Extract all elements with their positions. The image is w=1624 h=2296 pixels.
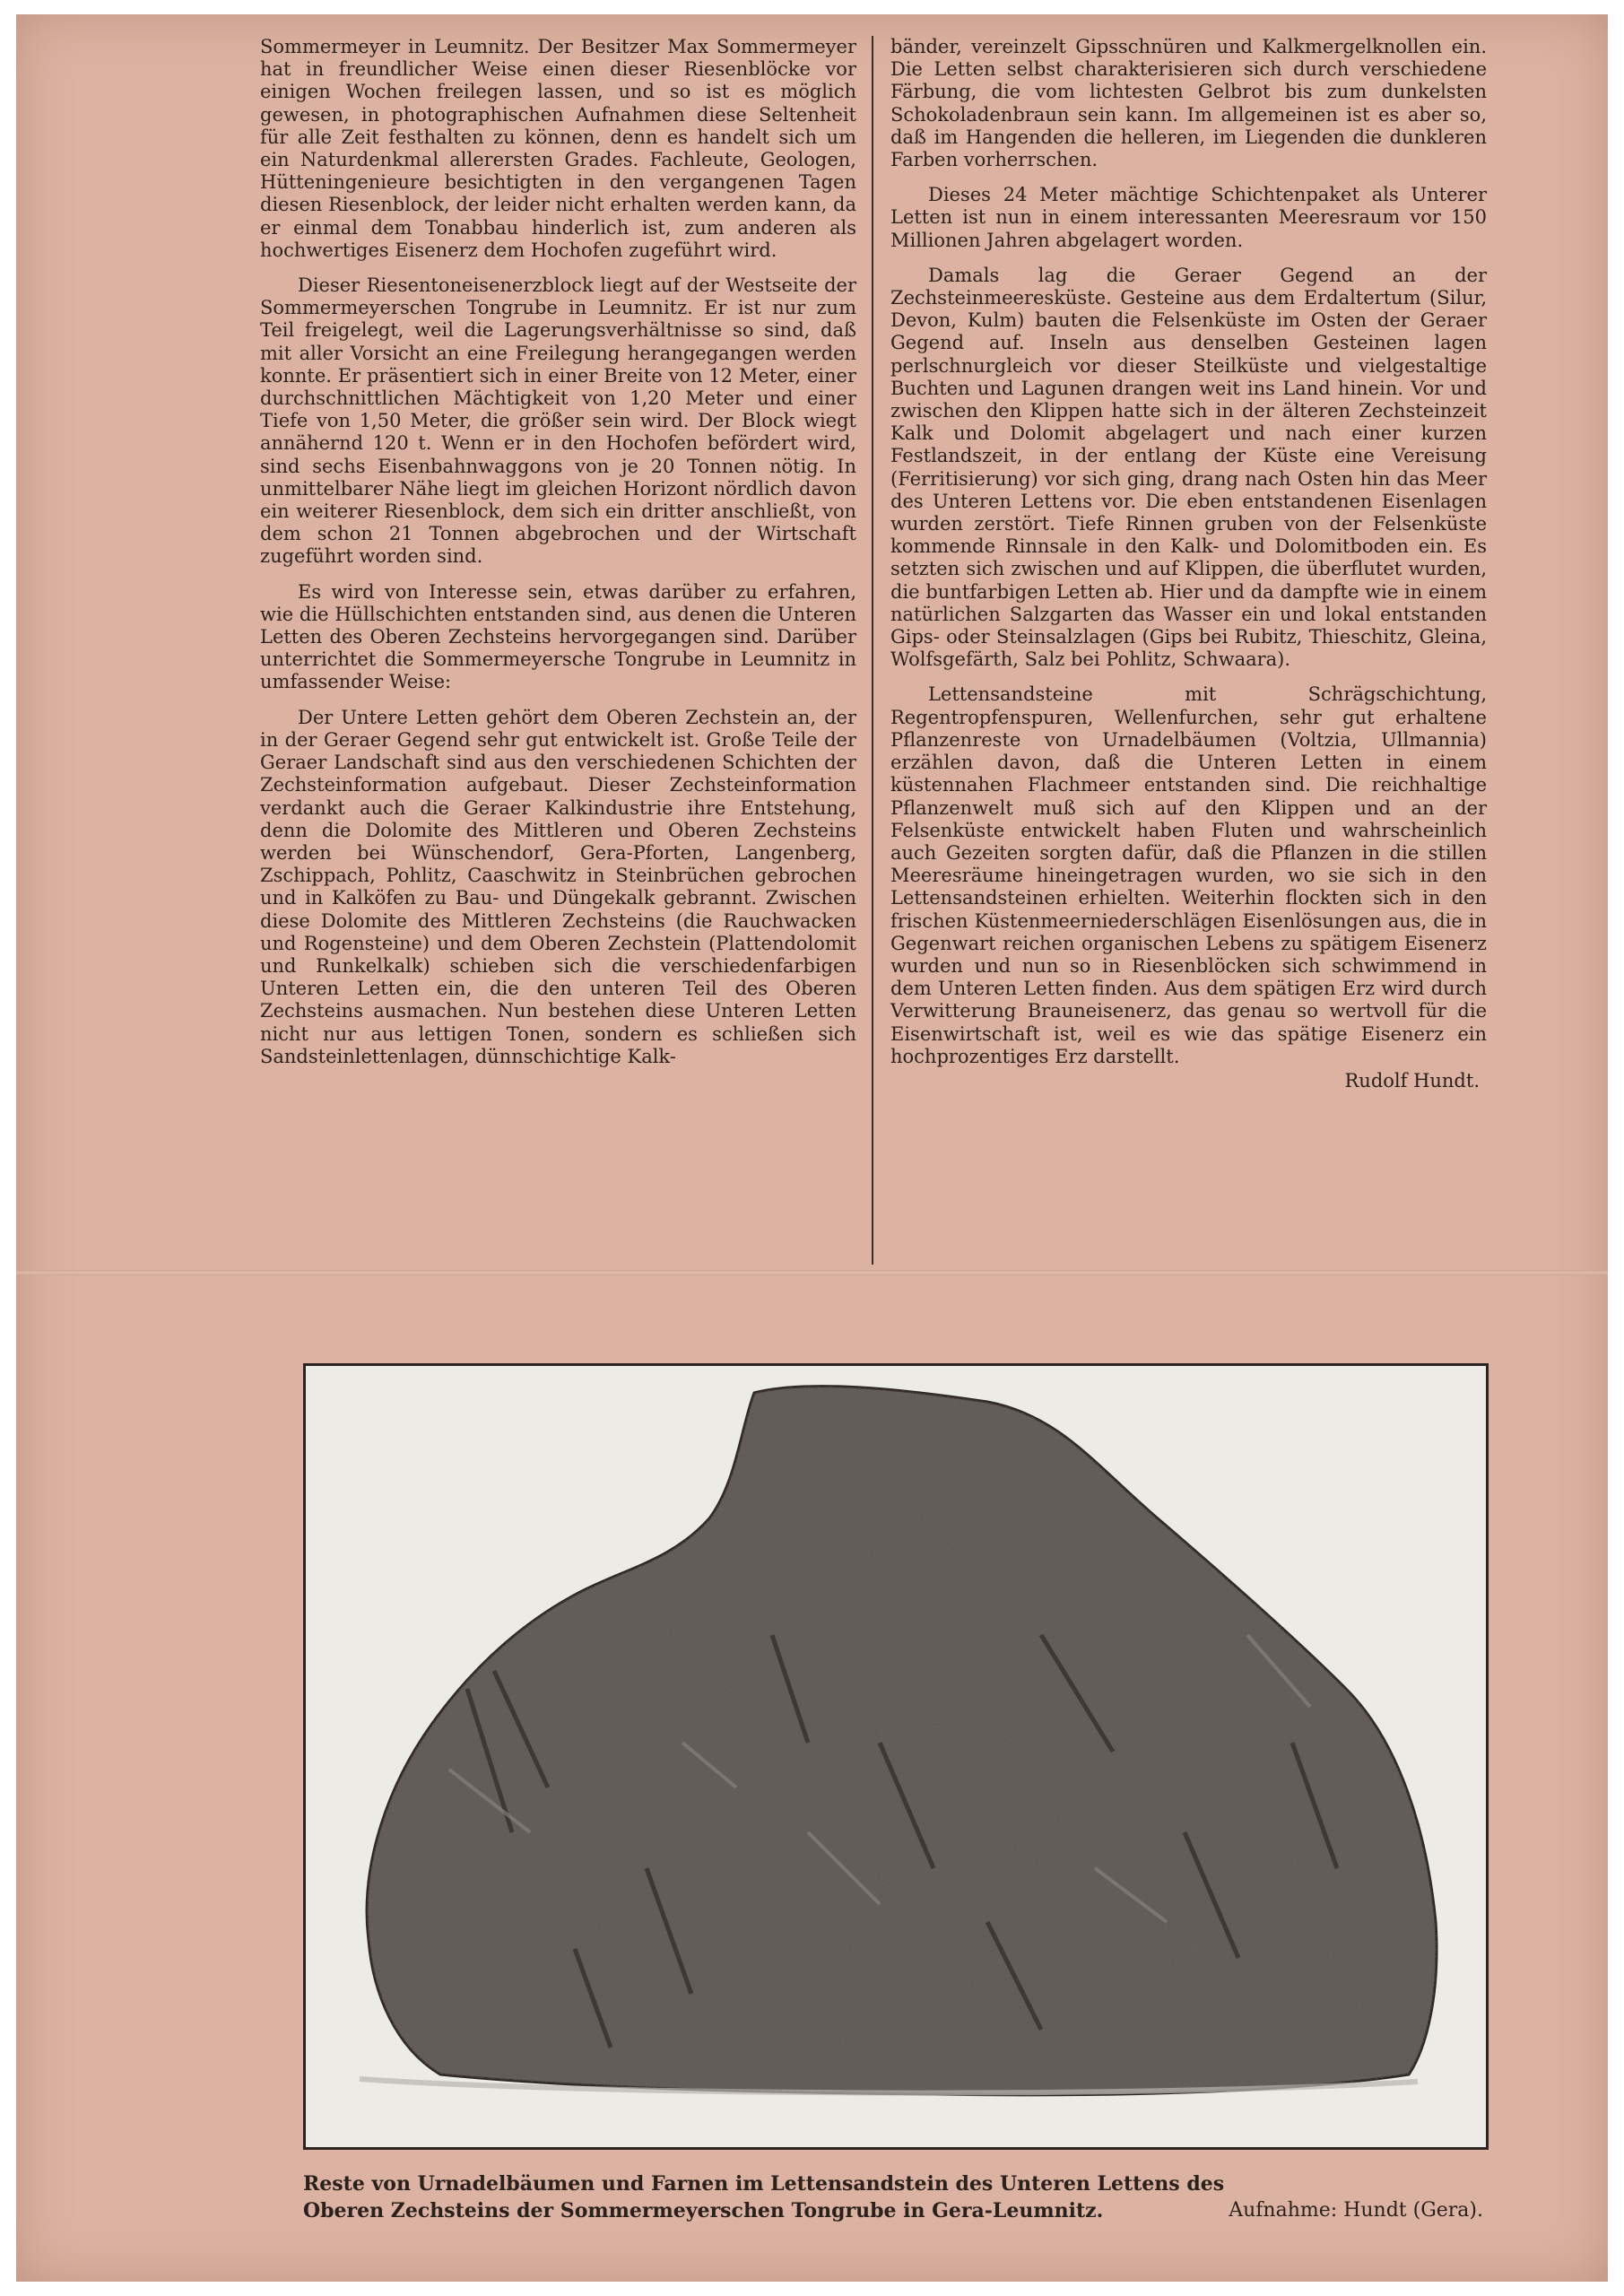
paragraph: Es wird von Interesse sein, etwas darüber zu erfahren, wie die Hüllschichten entstanden sind, aus denen die Unteren Letten des Oberen Zechsteins hervorgegangen sind. Darüber unterrichtet die Sommermeyersche Tongrube in Leumnitz in umfassender Weise: <box>260 580 856 693</box>
photo-credit: Aufnahme: Hundt (Gera). <box>1229 2199 1483 2222</box>
figure-caption: Reste von Urnadelbäumen und Farnen im Lettensandstein des Unteren Lettens des Oberen Zechsteins der Sommermeyerschen Tongrube in Gera-Leumnitz. <box>303 2172 1225 2222</box>
column-rule <box>872 36 873 1265</box>
paragraph: Dieses 24 Meter mächtige Schichtenpaket als Unterer Letten ist nun in einem interessanten Meeresraum vor 150 Millionen Jahren abgelagert worden. <box>890 184 1487 251</box>
right-text-column <box>890 36 1487 1092</box>
rock-image <box>306 1366 1486 2147</box>
author-signature: Rudolf Hundt. <box>1344 1069 1480 1091</box>
signature-line <box>890 1070 1487 1092</box>
paragraph: Sommermeyer in Leumnitz. Der Besitzer Max Sommermeyer hat in freundlicher Weise einen dieser Riesenblöcke vor einigen Wochen freilegen lassen, und so ist es möglich gewesen, in photographischen Aufnahmen diese Seltenheit für alle Zeit festhalten zu können, denn es handelt sich um ein Naturdenkmal allerersten Grades. Fachleute, Geologen, Hütteningenieure besichtigten in den vergangenen Tagen diesen Riesenblock, der leider nicht erhalten werden kann, da er einmal dem Tonabbau hinderlich ist, zum anderen als hochwertiges Eisenerz dem Hochofen zugeführt wird. <box>260 36 856 261</box>
rock-photograph <box>303 1363 1489 2150</box>
page-fold <box>16 1270 1608 1275</box>
figure-caption-block <box>303 2170 1489 2224</box>
paragraph: Damals lag die Geraer Gegend an der Zechsteinmeeresküste. Gesteine aus dem Erdaltertum (Silur, Devon, Kulm) bauten die Felsenküste im Osten der Geraer Gegend auf. Inseln aus denselben Gesteinen lagen perlschnurgleich vor dieser Steilküste und vielgestaltige Buchten und Lagunen drangen weit ins Land hinein. Vor und zwischen den Klippen hatte sich in der älteren Zechsteinzeit Kalk und Dolomit abgelagert und nach einer kurzen Festlandszeit, in der entlang der Küste eine Vereisung (Ferritisierung) vor sich ging, drang nach Osten hin das Meer des Unteren Lettens vor. Die eben entstandenen Eisenlagen wurden zerstört. Tiefe Rinnen gruben von der Felsenküste kommende Rinnsale in den Kalk- und Dolomitboden ein. Es setzten sich zwischen und auf Klippen, die überflutet wurden, die buntfarbigen Letten ab. Hier und da dampfte wie in einem natürlichen Salzgarten das Wasser ein und lokal entstanden Gips- oder Steinsalzlagen (Gips bei Rubitz, Thieschitz, Gleina, Wolfsgefärth, Salz bei Pohlitz, Schwaara). <box>890 264 1487 671</box>
paragraph: Lettensandsteine mit Schrägschichtung, Regentropfenspuren, Wellenfurchen, sehr gut erhaltene Pflanzenreste von Urnadelbäumen (Voltzia, Ullmannia) erzählen davon, daß die Unteren Letten in einem küstennahen Flachmeer entstanden sind. Die reichhaltige Pflanzenwelt muß sich auf den Klippen und an der Felsenküste entwickelt haben Fluten und wahrscheinlich auch Gezeiten sorgten dafür, daß die Pflanzen in die stillen Meeresräume hineingetragen wurden, wo sie sich in den Lettensandsteinen erhielten. Weiterhin flockten sich in den frischen Küstenmeerniederschlägen Eisenlösungen aus, die in Gegenwart reichen organischen Lebens zu spätigem Eisenerz wurden und nun so in Riesenblöcken sich schwimmend in dem Unteren Letten finden. Aus dem spätigen Erz wird durch Verwitterung Brauneisenerz, das genau so wertvoll für die Eisenwirtschaft ist, weil es wie das spätige Eisenerz ein hochprozentiges Erz darstellt. <box>890 683 1487 1067</box>
paragraph: Der Untere Letten gehört dem Oberen Zechstein an, der in der Geraer Gegend sehr gut entwickelt ist. Große Teile der Geraer Landschaft sind aus den verschiedenen Schichten der Zechsteinformation aufgebaut. Dieser Zechsteinformation verdankt auch die Geraer Kalkindustrie ihre Entstehung, denn die Dolomite des Mittleren und Oberen Zechsteins werden bei Wünschendorf, Gera-Pforten, Langenberg, Zschippach, Pohlitz, Caaschwitz in Steinbrüchen gebrochen und in Kalköfen zu Bau- und Düngekalk gebrannt. Zwischen diese Dolomite des Mittleren Zechsteins (die Rauchwacken und Rogensteine) und dem Oberen Zechstein (Plattendolomit und Runkelkalk) schieben sich die verschiedenfarbigen Unteren Letten ein, die den unteren Teil des Oberen Zechsteins ausmachen. Nun bestehen diese Unteren Letten nicht nur aus lettigen Tonen, sondern es schließen sich Sandsteinlettenlagen, dünnschichtige Kalk- <box>260 706 856 1067</box>
paragraph: bänder, vereinzelt Gipsschnüren und Kalkmergelknollen ein. Die Letten selbst charakterisieren sich durch verschiedene Färbung, die vom lichtesten Gelbrot bis zum dunkelsten Schokoladenbraun sein kann. Im allgemeinen ist es aber so, daß im Hangenden die helleren, im Liegenden die dunkleren Farben vorherrschen. <box>890 36 1487 171</box>
left-text-column <box>260 36 856 1081</box>
paragraph: Dieser Riesentoneisenerzblock liegt auf der Westseite der Sommermeyerschen Tongrube in Leumnitz. Er ist nur zum Teil freigelegt, weil die Lagerungsverhältnisse so sind, daß mit aller Vorsicht an eine Freilegung herangegangen werden konnte. Er präsentiert sich in einer Breite von 12 Meter, einer durchschnittlichen Mächtigkeit von 1,20 Meter und einer Tiefe von 1,50 Meter, die größer sein wird. Der Block wiegt annähernd 120 t. Wenn er in den Hochofen befördert wird, sind sechs Eisenbahnwaggons von je 20 Tonnen nötig. In unmittelbarer Nähe liegt im gleichen Horizont nördlich davon ein weiterer Riesenblock, dem sich ein dritter anschließt, von dem schon 21 Tonnen abgebrochen und der Wirtschaft zugeführt worden sind. <box>260 274 856 568</box>
